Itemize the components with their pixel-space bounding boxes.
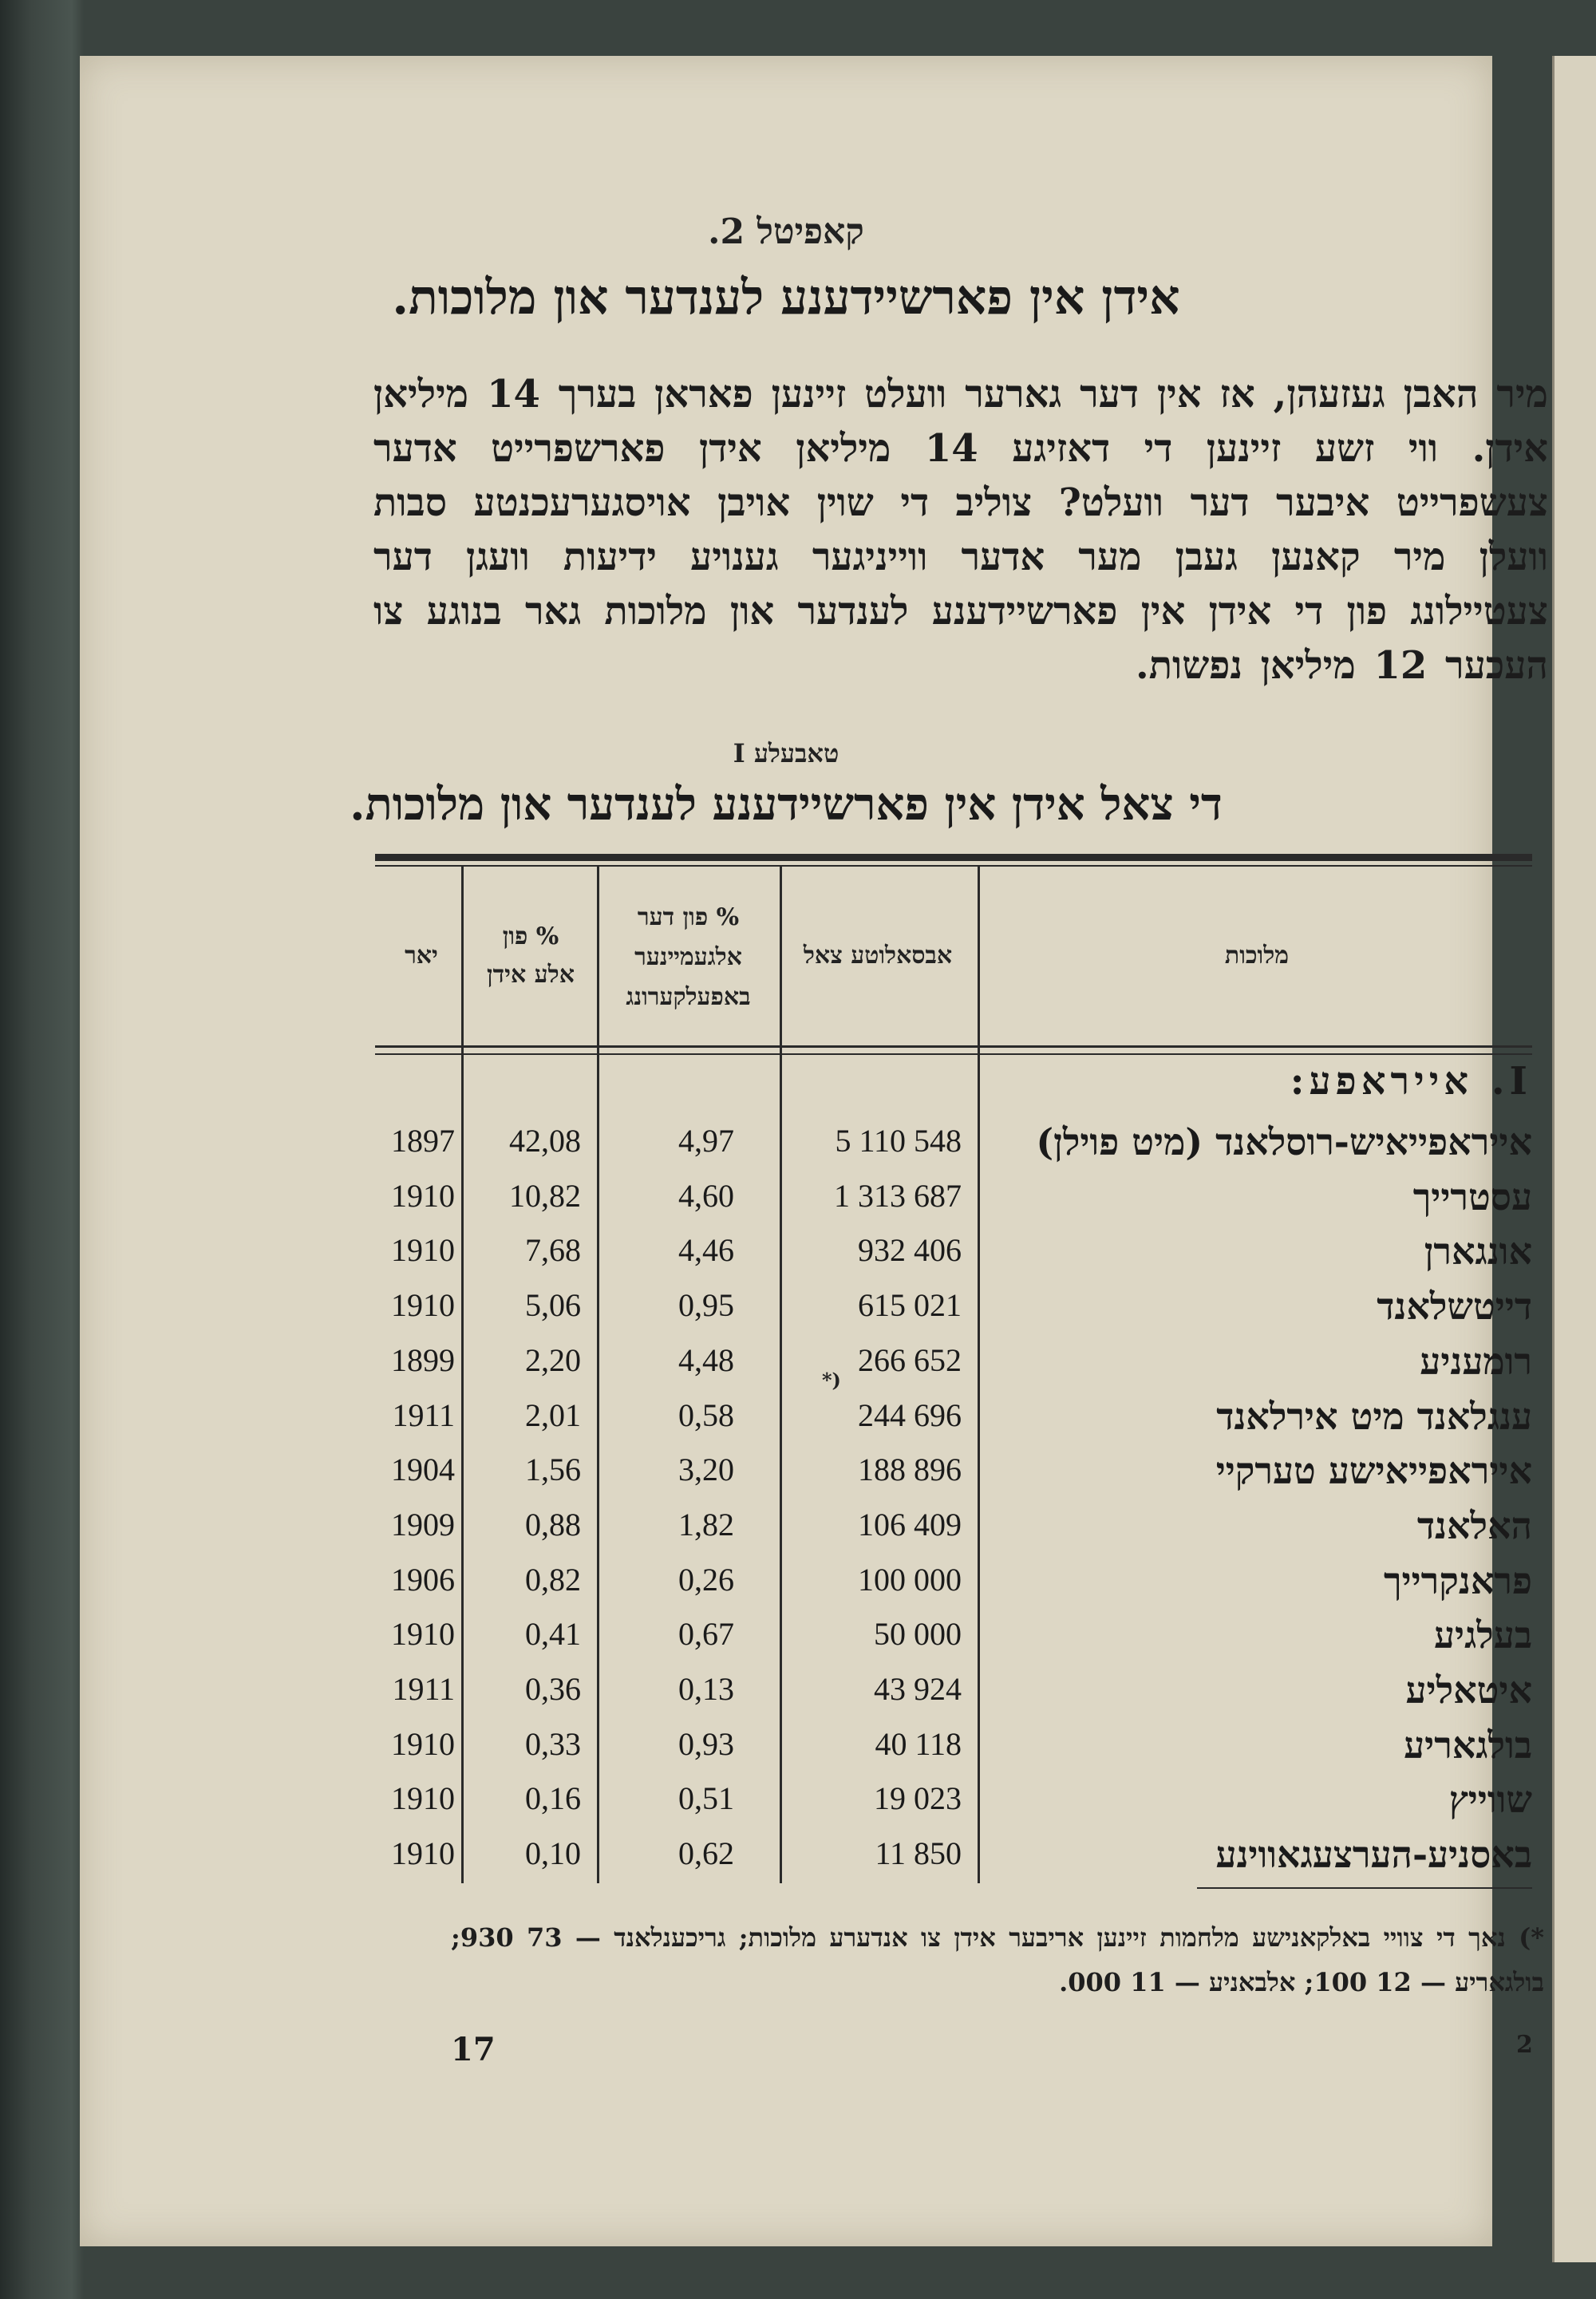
cell-year: 1899 xyxy=(391,1341,455,1378)
cell-pct-population: 4,60 xyxy=(678,1177,734,1214)
header-bottom-rule-2 xyxy=(375,1053,1532,1055)
table-row xyxy=(375,1117,1532,1172)
signature-mark: 2 xyxy=(1516,2031,1533,2059)
cell-year: 1909 xyxy=(391,1506,455,1543)
cell-pct-population: 1,82 xyxy=(678,1506,734,1543)
cell-country: ענגלאנד מיט אירלאנד xyxy=(1216,1394,1532,1438)
cell-pct-population: 0,95 xyxy=(678,1287,734,1324)
cell-pct-population: 0,26 xyxy=(678,1561,734,1598)
cell-pct-jews: 0,82 xyxy=(525,1561,581,1598)
cell-pct-jews: 5,06 xyxy=(525,1287,581,1324)
table-row xyxy=(375,1337,1532,1392)
page-number: 17 xyxy=(451,2031,496,2068)
cell-pct-jews: 0,88 xyxy=(525,1506,581,1543)
footnote: *) נאך די צוויי באלקאנישע מלחמות זיינען אריבער אידן צו אנדערע מלוכות; גריכענלאנד — 73 930; בולגאריע — 12 100; אלבאניע — 11 000. xyxy=(451,1922,1545,1997)
cell-pct-population: 0,67 xyxy=(678,1616,734,1653)
cell-pct-jews: 10,82 xyxy=(509,1177,581,1214)
cell-country: איטאליע xyxy=(1405,1669,1532,1712)
cell-pct-population: 0,13 xyxy=(678,1671,734,1707)
header-pct-jews: % פון אלע אידן xyxy=(487,922,575,989)
chapter-heading: אידן אין פארשיידענע לענדער און מלוכות. xyxy=(392,270,1180,326)
table-row xyxy=(375,1282,1532,1337)
intro-paragraph: מיר האבן געזעהן, אז אין דער גארער וועלט זיינען פאראן בערך 14 מיליאן אידן. ווי זשע זיינען די דאזיגע 14 מיליאן אידן פארשפרייט אדער צעשפרייט איבער דער וועלט? צוליב די שוין אויבן אויסגערעכנטע סבות וועלן מיר קאנען געבן מער אדער ווייניגער גענויע ידיעות וועגן דער צעטיילונג פון די אידן אין פארשיידענע לענדער און מלוכות גאר בנוגע צו העכער 12 מיליאן נפשות. xyxy=(373,372,1549,688)
table-row xyxy=(375,1610,1532,1665)
cell-year: 1906 xyxy=(391,1561,455,1598)
cell-year: 1911 xyxy=(392,1671,455,1707)
cell-country: בולגאריע xyxy=(1404,1723,1532,1767)
cell-pct-population: 4,46 xyxy=(678,1232,734,1269)
cell-pct-jews: 1,56 xyxy=(525,1452,581,1488)
table-top-rule-thin xyxy=(375,865,1532,867)
header-country: מלוכות xyxy=(1224,942,1290,970)
table-title: די צאל אידן אין פארשיידענע לענדער און מלוכות. xyxy=(350,778,1223,831)
cell-absolute: 106 409 xyxy=(858,1506,962,1543)
cell-year: 1897 xyxy=(391,1123,455,1159)
table-row xyxy=(375,1830,1532,1885)
cell-country: דייטשלאנד xyxy=(1377,1285,1532,1329)
cell-pct-jews: 2,20 xyxy=(525,1341,581,1378)
footnote-ref-marker: *) xyxy=(822,1369,841,1392)
cell-country: באסניע-הערצעגאווינע xyxy=(1215,1833,1532,1877)
cell-absolute: 19 023 xyxy=(874,1780,962,1817)
cell-pct-jews: 7,68 xyxy=(525,1232,581,1269)
table-row xyxy=(375,1227,1532,1282)
table-bottom-rule xyxy=(1197,1887,1532,1889)
cell-year: 1910 xyxy=(391,1780,455,1817)
cell-year: 1910 xyxy=(391,1177,455,1214)
table-row xyxy=(375,1501,1532,1556)
next-page-edge xyxy=(1552,56,1596,2262)
header-absolute: אבסאלוטע צאל xyxy=(803,942,953,970)
header-pct-population: % פון דער אלגעמײנער באפעלקערונג xyxy=(626,903,751,1011)
cell-country: אייראפייאישע טערקיי xyxy=(1215,1449,1532,1493)
cell-year: 1910 xyxy=(391,1232,455,1269)
cell-pct-jews: 42,08 xyxy=(509,1123,581,1159)
table-row xyxy=(375,1392,1532,1447)
cell-pct-jews: 0,10 xyxy=(525,1835,581,1872)
header-bottom-rule xyxy=(375,1045,1532,1048)
cell-absolute: 932 406 xyxy=(858,1232,962,1269)
cell-country: עסטרייך xyxy=(1412,1175,1532,1219)
cell-absolute: 50 000 xyxy=(874,1616,962,1653)
cell-year: 1911 xyxy=(392,1396,455,1433)
cell-pct-population: 4,97 xyxy=(678,1123,734,1159)
cell-pct-jews: 0,33 xyxy=(525,1725,581,1762)
cell-country: אייראפייאיש-רוסלאנד (מיט פוילן) xyxy=(1036,1120,1532,1163)
cell-pct-population: 0,93 xyxy=(678,1725,734,1762)
chapter-label: קאפיטל 2. xyxy=(708,211,864,252)
cell-absolute: 100 000 xyxy=(858,1561,962,1598)
cell-country: פראנקרייך xyxy=(1383,1558,1532,1602)
cell-absolute: 1 313 687 xyxy=(834,1177,962,1214)
cell-pct-jews: 0,36 xyxy=(525,1671,581,1707)
cell-absolute: 615 021 xyxy=(858,1287,962,1324)
cell-year: 1910 xyxy=(391,1835,455,1872)
table-body xyxy=(375,1057,1532,1883)
cell-year: 1910 xyxy=(391,1616,455,1653)
table-top-rule-thick xyxy=(375,854,1532,861)
section-heading-europe: I. אייראפע: xyxy=(1290,1059,1532,1104)
cell-absolute: 11 850 xyxy=(875,1835,962,1872)
cell-absolute: 244 696 xyxy=(858,1396,962,1433)
cell-absolute: 40 118 xyxy=(875,1725,962,1762)
table-row xyxy=(375,1775,1532,1830)
table-row xyxy=(375,1665,1532,1720)
cell-pct-jews: 0,16 xyxy=(525,1780,581,1817)
cell-pct-population: 3,20 xyxy=(678,1452,734,1488)
cell-country: שווייץ xyxy=(1448,1778,1532,1822)
cell-absolute: 266 652 xyxy=(858,1341,962,1378)
cell-country: בעלגיע xyxy=(1434,1614,1532,1657)
table-row xyxy=(375,1172,1532,1227)
cell-absolute: 43 924 xyxy=(874,1671,962,1707)
cell-year: 1904 xyxy=(391,1452,455,1488)
cell-country: אונגארן xyxy=(1424,1230,1532,1274)
cell-country: האלאנד xyxy=(1416,1503,1532,1547)
book-page xyxy=(80,56,1549,2246)
cell-pct-population: 0,51 xyxy=(678,1780,734,1817)
cell-country: רומעניע xyxy=(1420,1339,1532,1383)
table-row xyxy=(375,1556,1532,1611)
table-row xyxy=(375,1446,1532,1501)
header-year: יאר xyxy=(405,942,438,970)
cell-pct-jews: 2,01 xyxy=(525,1396,581,1433)
cell-year: 1910 xyxy=(391,1287,455,1324)
table-row xyxy=(375,1720,1532,1776)
cell-pct-population: 0,62 xyxy=(678,1835,734,1872)
cell-pct-population: 4,48 xyxy=(678,1341,734,1378)
table-label: טאבעלע I xyxy=(733,738,839,768)
cell-pct-jews: 0,41 xyxy=(525,1616,581,1653)
cell-absolute: 5 110 548 xyxy=(835,1123,962,1159)
cell-year: 1910 xyxy=(391,1725,455,1762)
cell-absolute: 188 896 xyxy=(858,1452,962,1488)
cell-pct-population: 0,58 xyxy=(678,1396,734,1433)
